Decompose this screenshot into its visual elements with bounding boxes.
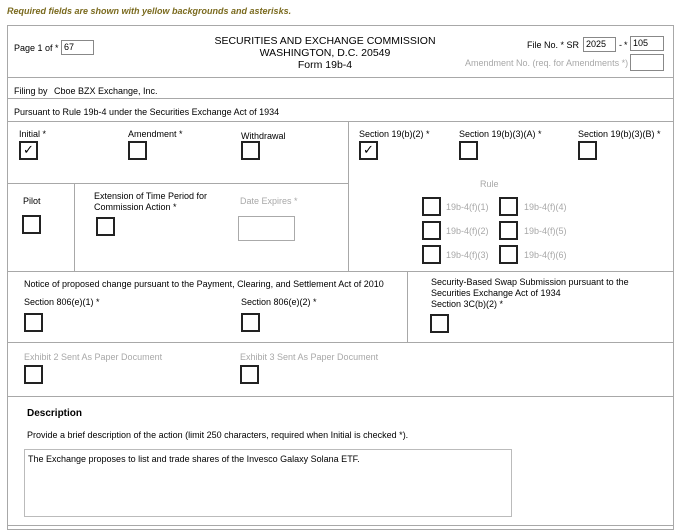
file-star: * — [624, 40, 628, 50]
amendment-checkbox[interactable] — [128, 141, 147, 160]
section-19b3a-label: Section 19(b)(3)(A) * — [459, 129, 542, 139]
exhibit2-label: Exhibit 2 Sent As Paper Document — [24, 352, 163, 362]
withdrawal-label: Withdrawal — [241, 131, 286, 141]
swap-submission-title: Security-Based Swap Submission pursuant to the Securities Exchange Act of 1934 — [431, 277, 629, 298]
amendment-label: Amendment * — [128, 129, 183, 139]
description-textarea[interactable]: The Exchange proposes to list and trade shares of the Invesco Galaxy Solana ETF. — [24, 449, 512, 517]
divider — [7, 396, 674, 397]
extension-checkbox[interactable] — [96, 217, 115, 236]
form-name: Form 19b-4 — [297, 59, 353, 71]
description-title: Description — [27, 408, 83, 419]
section-19b2-label: Section 19(b)(2) * — [359, 129, 430, 139]
section-19b3b-label: Section 19(b)(3)(B) * — [578, 129, 661, 139]
exhibit3-label: Exhibit 3 Sent As Paper Document — [240, 352, 379, 362]
divider — [7, 98, 674, 99]
divider — [7, 183, 348, 184]
filer-name: Cboe BZX Exchange, Inc. — [54, 86, 158, 96]
pursuant-text: Pursuant to Rule 19b-4 under the Securities Exchange Act of 1934 — [14, 107, 280, 117]
section-806e1-label: Section 806(e)(1) * — [24, 297, 100, 307]
section-3cb2-label: Section 3C(b)(2) * — [431, 299, 504, 309]
rule-19b4f3-label: 19b-4(f)(3) — [446, 250, 489, 260]
exhibit3-checkbox[interactable] — [240, 365, 259, 384]
rule-19b4f6-label: 19b-4(f)(6) — [524, 250, 567, 260]
withdrawal-checkbox[interactable] — [241, 141, 260, 160]
file-year-input[interactable]: 2025 — [583, 37, 616, 52]
section-19b2-checkbox[interactable]: ✓ — [359, 141, 378, 160]
section-806e2-label: Section 806(e)(2) * — [241, 297, 317, 307]
pcs-notice-title: Notice of proposed change pursuant to the Payment, Clearing, and Settlement Act of 2010 — [24, 279, 384, 289]
rule-19b4f4-label: 19b-4(f)(4) — [524, 202, 567, 212]
rule-19b4f2-checkbox[interactable] — [422, 221, 441, 240]
file-dash: - — [619, 40, 622, 50]
exhibit2-checkbox[interactable] — [24, 365, 43, 384]
extension-label: Extension of Time Period for Commission Action * — [94, 191, 208, 212]
initial-label: Initial * — [19, 129, 47, 139]
section-19b3b-checkbox[interactable] — [578, 141, 597, 160]
rule-19b4f5-label: 19b-4(f)(5) — [524, 226, 567, 236]
rule-19b4f3-checkbox[interactable] — [422, 245, 441, 264]
divider — [7, 342, 674, 343]
divider — [348, 121, 349, 271]
divider — [74, 183, 75, 271]
amendment-no-label: Amendment No. (req. for Amendments *) — [465, 58, 629, 68]
amendment-no-input[interactable] — [630, 54, 664, 71]
section-3cb2-checkbox[interactable] — [430, 314, 449, 333]
file-number-input[interactable]: 105 — [630, 36, 664, 51]
rule-label: Rule — [480, 179, 499, 189]
rule-19b4f6-checkbox[interactable] — [499, 245, 518, 264]
agency-title: SECURITIES AND EXCHANGE COMMISSION — [214, 35, 436, 47]
page-label: Page 1 of * — [14, 43, 59, 53]
file-no-label: File No. * SR — [527, 40, 580, 50]
description-instruction: Provide a brief description of the action (limit 250 characters, required when Initial is checked *). — [27, 430, 409, 440]
section-806e2-checkbox[interactable] — [241, 313, 260, 332]
date-expires-input[interactable] — [238, 216, 295, 241]
rule-19b4f4-checkbox[interactable] — [499, 197, 518, 216]
filing-by-label: Filing by — [14, 86, 48, 96]
page-count-input[interactable]: 67 — [61, 40, 94, 55]
pilot-label: Pilot — [23, 196, 41, 206]
divider — [407, 271, 408, 342]
required-fields-notice: Required fields are shown with yellow backgrounds and asterisks. — [7, 6, 292, 16]
divider — [7, 271, 674, 272]
divider — [7, 77, 674, 78]
pilot-checkbox[interactable] — [22, 215, 41, 234]
initial-checkbox[interactable]: ✓ — [19, 141, 38, 160]
rule-19b4f1-label: 19b-4(f)(1) — [446, 202, 489, 212]
rule-19b4f1-checkbox[interactable] — [422, 197, 441, 216]
date-expires-label: Date Expires * — [240, 196, 298, 206]
section-806e1-checkbox[interactable] — [24, 313, 43, 332]
rule-19b4f2-label: 19b-4(f)(2) — [446, 226, 489, 236]
rule-19b4f5-checkbox[interactable] — [499, 221, 518, 240]
agency-location: WASHINGTON, D.C. 20549 — [259, 47, 391, 59]
divider — [7, 525, 674, 526]
section-19b3a-checkbox[interactable] — [459, 141, 478, 160]
divider — [7, 121, 674, 122]
